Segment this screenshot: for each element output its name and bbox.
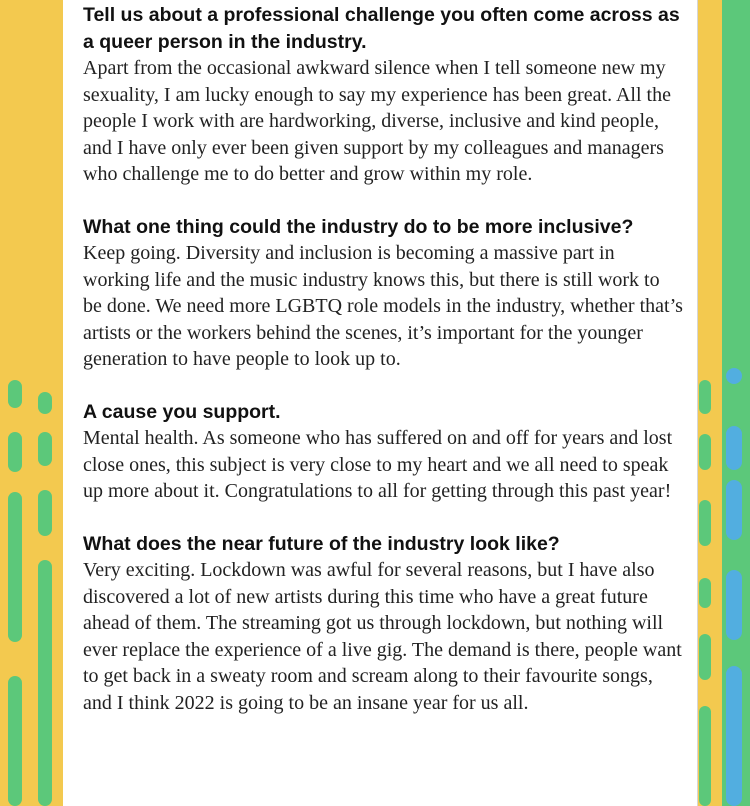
decorative-dash xyxy=(8,380,22,408)
decorative-dash xyxy=(726,666,742,806)
decorative-dash xyxy=(699,634,711,680)
decorative-dash xyxy=(726,426,742,470)
question-heading: What does the near future of the industry look like? xyxy=(83,532,560,555)
decorative-dash xyxy=(699,380,711,414)
decorative-dash xyxy=(726,368,742,384)
qa-block xyxy=(83,531,683,717)
decorative-dash xyxy=(699,500,711,546)
answer-text: Keep going. Diversity and inclusion is becoming a massive part in working life and the music industry knows this, but there is still work to be done. We need more LGBTQ role models in the industry, whether that’s artists or the workers behind the scenes, it’s important for the younger generation to have people to look up to. xyxy=(83,242,683,370)
decorative-dash xyxy=(699,434,711,470)
question-heading: What one thing could the industry do to be more inclusive? xyxy=(83,215,634,238)
decorative-dash xyxy=(8,676,22,806)
qa-block xyxy=(83,2,683,188)
qa-block xyxy=(83,214,683,373)
decorative-dash xyxy=(38,490,52,536)
panel-edge-shadow xyxy=(697,0,698,806)
qa-content xyxy=(83,2,683,742)
answer-text: Apart from the occasional awkward silence when I tell someone new my sexuality, I am lucky enough to say my experience has been great. All the people I work with are hardworking, diverse, inclusive and kind people, and I have only ever been given support by my colleagues and managers who challenge me to do better and grow within my role. xyxy=(83,57,671,185)
answer-text: Very exciting. Lockdown was awful for several reasons, but I have also discovered a lot of new artists during this time who have a great future ahead of them. The streaming got us through lockdown, but nothing will ever replace the experience of a live gig. The demand is there, people want to get back in a sweaty room and scream along to their favourite songs, and I think 2022 is going to be an insane year for us all. xyxy=(83,559,682,714)
decorative-dash xyxy=(699,578,711,608)
answer-text: Mental health. As someone who has suffered on and off for years and lost close ones, this subject is very close to my heart and we all need to speak up more about it. Congratulations to all for getting through this past year! xyxy=(83,427,673,502)
right-green-stripe xyxy=(722,0,750,806)
question-heading: A cause you support. xyxy=(83,400,281,423)
decorative-dash xyxy=(8,432,22,472)
decorative-dash xyxy=(699,706,711,806)
decorative-dash xyxy=(38,560,52,806)
article-panel xyxy=(63,0,697,806)
decorative-dash xyxy=(38,432,52,466)
decorative-dash xyxy=(726,480,742,540)
question-heading: Tell us about a professional challenge you often come across as a queer person in the industry. xyxy=(83,4,680,53)
decorative-dash xyxy=(8,492,22,642)
qa-block xyxy=(83,399,683,505)
left-decorative-band xyxy=(0,0,63,806)
decorative-dash xyxy=(38,392,52,414)
decorative-dash xyxy=(726,570,742,640)
